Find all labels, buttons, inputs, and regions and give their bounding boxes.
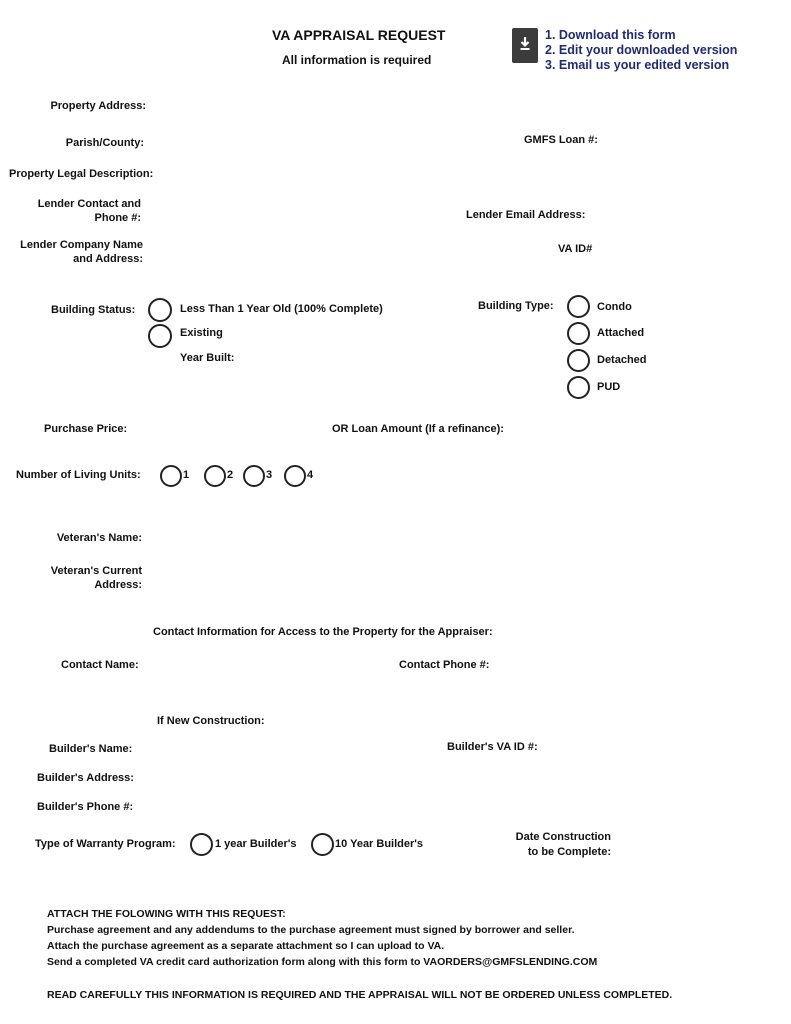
units-4-radio[interactable] [284, 465, 306, 487]
lender-contact-label-line2: Phone #: [94, 212, 141, 224]
va-id-label: VA ID# [558, 243, 593, 255]
units-2-radio[interactable] [204, 465, 226, 487]
type-pud-radio[interactable] [567, 376, 590, 399]
gmfs-loan-label: GMFS Loan #: [524, 134, 598, 146]
type-condo-radio[interactable] [567, 295, 590, 318]
property-address-label: Property Address: [50, 100, 146, 112]
status-existing-label: Existing [180, 327, 223, 339]
access-contact-heading: Contact Information for Access to the Property for the Appraiser: [153, 626, 493, 638]
units-1-radio[interactable] [160, 465, 182, 487]
building-type-label: Building Type: [478, 300, 554, 312]
lender-company-label-line1: Lender Company Name [20, 239, 143, 251]
required-warning: READ CAREFULLY THIS INFORMATION IS REQUIRED AND THE APPRAISAL WILL NOT BE ORDERED UNLESS COMPLETED. [47, 989, 673, 1001]
building-status-label: Building Status: [51, 304, 136, 316]
warranty-1-year-radio[interactable] [190, 833, 213, 856]
attach-line-3: Send a completed VA credit card authorization form along with this form to VAORDERS@GMFSLENDING.COM [47, 956, 598, 968]
units-2-label: 2 [227, 469, 234, 481]
type-attached-label: Attached [597, 327, 645, 339]
loan-amount-label: OR Loan Amount (If a refinance): [332, 423, 504, 435]
lender-company-label-line2: and Address: [73, 253, 143, 265]
contact-name-label: Contact Name: [61, 659, 139, 671]
purchase-price-label: Purchase Price: [44, 423, 128, 435]
warranty-10-year-radio[interactable] [311, 833, 334, 856]
warranty-program-label: Type of Warranty Program: [35, 838, 176, 850]
veteran-name-label: Veteran's Name: [56, 532, 142, 544]
contact-phone-label: Contact Phone #: [399, 659, 490, 671]
units-3-radio[interactable] [243, 465, 265, 487]
step-email: 3. Email us your edited version [545, 58, 730, 72]
type-condo-label: Condo [597, 301, 632, 313]
step-download: 1. Download this form [545, 28, 676, 42]
type-detached-label: Detached [597, 354, 647, 366]
date-construction-label-line1: Date Construction [515, 831, 611, 843]
form-subtitle: All information is required [282, 53, 432, 67]
warranty-1-year-label: 1 year Builder's [215, 838, 297, 850]
download-steps [545, 28, 737, 73]
download-icon [512, 28, 538, 63]
builder-address-label: Builder's Address: [37, 772, 134, 784]
veteran-address-label-line1: Veteran's Current [50, 565, 142, 577]
lender-email-label: Lender Email Address: [466, 209, 586, 221]
year-built-label: Year Built: [180, 352, 235, 364]
builder-phone-label: Builder's Phone #: [37, 801, 134, 813]
parish-county-label: Parish/County: [65, 137, 144, 149]
builder-name-label: Builder's Name: [49, 743, 133, 755]
attach-line-1: Purchase agreement and any addendums to the purchase agreement must signed by borrower and seller. [47, 924, 575, 936]
type-pud-label: PUD [597, 381, 621, 393]
builder-va-id-label: Builder's VA ID #: [447, 741, 538, 753]
form-title: VA APPRAISAL REQUEST [272, 27, 446, 43]
veteran-address-label-line2: Address: [94, 579, 142, 591]
units-4-label: 4 [307, 469, 314, 481]
units-1-label: 1 [183, 469, 190, 481]
step-edit: 2. Edit your downloaded version [545, 43, 738, 57]
type-detached-radio[interactable] [567, 349, 590, 372]
units-3-label: 3 [266, 469, 273, 481]
type-attached-radio[interactable] [567, 322, 590, 345]
date-construction-label-line2: to be Complete: [527, 846, 611, 858]
status-existing-radio[interactable] [148, 324, 172, 348]
download-button[interactable] [512, 28, 538, 63]
status-less-than-1-year-radio[interactable] [148, 298, 172, 322]
attach-heading: ATTACH THE FOLOWING WITH THIS REQUEST: [47, 908, 286, 920]
living-units-label: Number of Living Units: [16, 469, 141, 481]
lender-contact-label-line1: Lender Contact and [37, 198, 141, 210]
status-less-than-1-year-label: Less Than 1 Year Old (100% Complete) [180, 303, 383, 315]
warranty-10-year-label: 10 Year Builder's [335, 838, 424, 850]
attach-line-2: Attach the purchase agreement as a separate attachment so I can upload to VA. [47, 940, 445, 952]
legal-description-label: Property Legal Description: [9, 168, 154, 180]
new-construction-heading: If New Construction: [157, 715, 265, 727]
